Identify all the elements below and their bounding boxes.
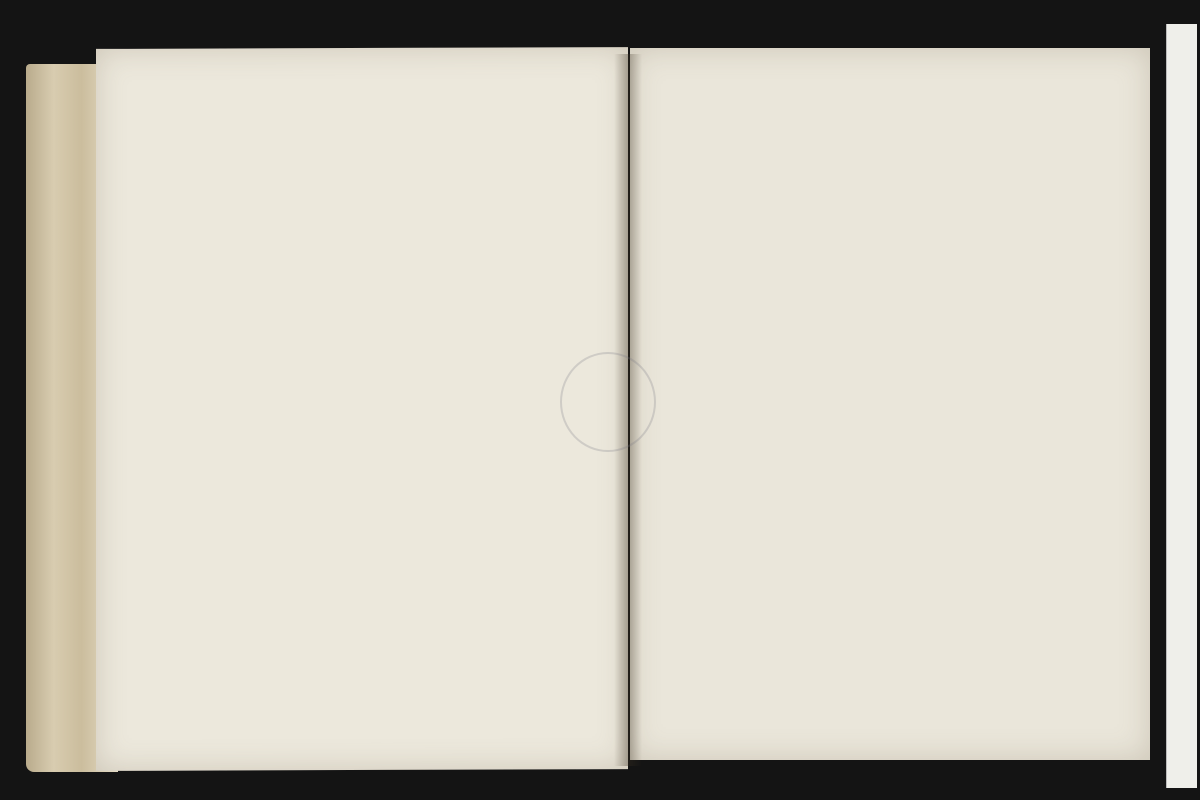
right-page <box>630 48 1150 760</box>
measurement-ruler <box>1166 24 1197 788</box>
library-stamp-watermark <box>560 352 656 452</box>
left-page <box>96 47 628 771</box>
